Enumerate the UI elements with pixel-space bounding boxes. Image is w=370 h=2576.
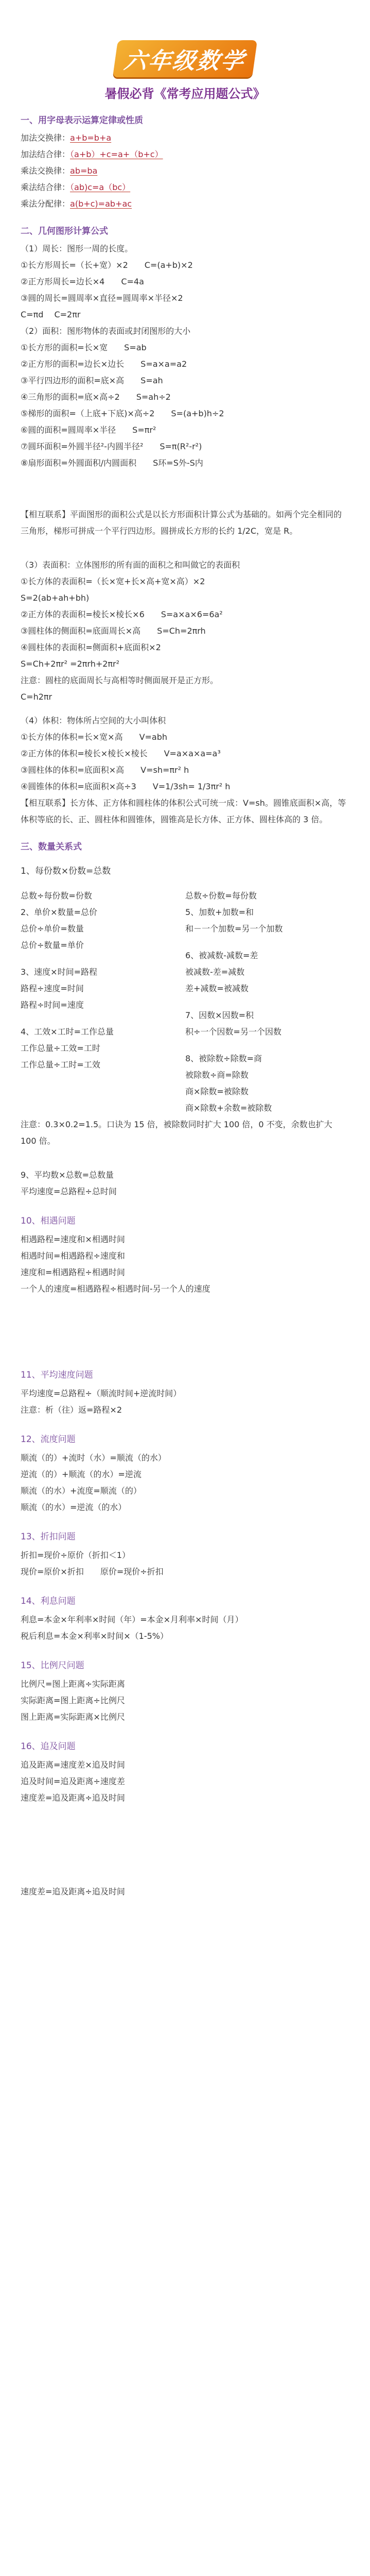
section-heading: 10、相遇问题	[21, 1216, 76, 1226]
section-heading: 一、用字母表示运算定律或性质	[21, 115, 143, 126]
formula-line	[185, 937, 340, 947]
formula-line: 速度差=追及距离÷追及时间	[21, 1793, 125, 1803]
formula-line: 和－一个加数=另一个加数	[185, 924, 283, 934]
formula-line	[185, 997, 340, 1007]
section-laws	[21, 113, 349, 212]
formula-line: C=h2πr	[21, 692, 52, 702]
formula-line: 利息=本金×年利率×时间（年）=本金×月利率×时间（月）	[21, 1615, 243, 1624]
formula-line: 7、因数×因数=积	[185, 1010, 254, 1020]
formula-line: 顺流（的水）=逆流（的水）	[21, 1502, 127, 1512]
formula-line: 3、速度×时间=路程	[21, 967, 97, 977]
formula-line: S=Ch+2πr² =2πrh+2πr²	[21, 659, 120, 669]
section-meeting	[21, 1213, 349, 1297]
relation-9b: 平均速度=总路程÷总时间	[21, 1187, 117, 1196]
connection-note: 【相互联系】长方体、正方体和圆柱体的体积公式可统一成：V=sh。圆锥底面积×高，等体积等底的长、正、圆柱体和圆锥体，圆锥高是长方体、正方体、圆柱体高的 3 倍。	[21, 798, 346, 824]
relation-1: 1、每份数×份数=总数	[21, 866, 111, 876]
formula-line	[21, 954, 185, 964]
formula-line: 一个人的速度=相遇路程÷相遇时间-另一个人的速度	[21, 1284, 210, 1294]
formula-line: 差+减数=被减数	[185, 984, 249, 993]
formula-line: 5、加数+加数=和	[185, 907, 254, 917]
section-heading: 三、数量关系式	[21, 842, 82, 852]
law-line	[21, 179, 349, 196]
formula-line: 比例尺=图上距离÷实际距离	[21, 1679, 125, 1689]
law-formula: a(b+c)=ab+ac	[70, 199, 132, 209]
formula-line: ⑤梯形的面积=（上底+下底)×高÷2 S=(a+b)h÷2	[21, 409, 224, 418]
law-line	[21, 130, 349, 146]
formula-line: ①长方形周长=（长+宽）×2 C=(a+b)×2	[21, 260, 193, 270]
formula-line: 路程÷速度=时间	[21, 984, 84, 993]
formula-line: 被减数-差=减数	[185, 967, 245, 977]
section-heading: 15、比例尺问题	[21, 1660, 84, 1671]
formula-line: 总数÷份数=每份数	[185, 891, 257, 901]
formula-line: ②正方体的表面积=棱长×棱长×6 S=a×a×6=6a²	[21, 609, 223, 619]
page-title: 暑假必背《常考应用题公式》	[104, 87, 266, 101]
formula-line: ①长方体的表面积=（长×宽+长×高+宽×高）×2	[21, 577, 205, 586]
law-line	[21, 196, 349, 212]
formula-line: S=2(ab+ah+bh)	[21, 593, 90, 603]
formula-line: ⑧扇形面积=外圆面积/内圆面积 S环=S外-S内	[21, 458, 203, 468]
formula-line: ③圆柱体的侧面积=底面周长×高 S=Ch=2πrh	[21, 626, 206, 636]
section-discount	[21, 1529, 349, 1580]
formula-line: 图上距离=实际距离×比例尺	[21, 1712, 125, 1722]
formula-line: ④圆柱体的表面积=侧面积+底面积×2	[21, 642, 161, 652]
formula-line: ③圆柱体的体积=底面积×高 V=sh=πr² h	[21, 765, 189, 775]
formula-line: 折扣=现价÷原价（折扣＜1）	[21, 1550, 130, 1560]
formula-line: 积÷一个因数=另一个因数	[185, 1027, 281, 1037]
formula-line: 总价÷数量=单价	[21, 940, 84, 950]
formula-line: ①长方体的体积=长×宽×高 V=abh	[21, 732, 168, 742]
section-heading: 16、追及问题	[21, 1741, 76, 1752]
subsection-perimeter: （1）周长：图形一周的长度。	[21, 244, 133, 253]
formula-line: 8、被除数÷除数=商	[185, 1054, 262, 1063]
subsection-volume: （4）体积：物体所占空间的大小叫体积	[21, 716, 166, 725]
formula-line: ②正方体的体积=棱长×棱长×棱长 V=a×a×a=a³	[21, 749, 221, 758]
law-label: 加法结合律：	[21, 149, 71, 159]
formula-line: 逆流（的）+顺流（的水）=逆流	[21, 1469, 142, 1479]
section-average-speed	[21, 1367, 349, 1418]
formula-line: 顺流（的）+流时（水）=顺流（的水）	[21, 1453, 166, 1463]
relations-grid	[21, 888, 349, 1116]
formula-line: ③平行四边形的面积=底×高 S=ah	[21, 376, 163, 385]
law-line	[21, 163, 349, 179]
formula-line: 顺流（的水）+流度=顺流（的）	[21, 1486, 142, 1496]
formula-line: 注意：圆柱的底面周长与高相等时侧面展开是正方形。	[21, 675, 219, 685]
section-flow	[21, 1432, 349, 1516]
law-formula: （a+b）+c=a+（b+c）	[70, 149, 163, 159]
brand-logo: 六年级数学	[21, 0, 349, 76]
section-heading: 二、几何图形计算公式	[21, 226, 108, 236]
formula-line: 相遇时间=相遇路程÷速度和	[21, 1251, 125, 1261]
formula-line: ④三角形的面积=底×高÷2 S=ah÷2	[21, 392, 171, 402]
section-scale	[21, 1658, 349, 1725]
law-line	[21, 146, 349, 163]
note: 注意：0.3×0.2=1.5。口诀为 15 倍，被除数同时扩大 100 倍，0 不变，余数也扩大 100 倍。	[21, 1120, 332, 1146]
formula-line	[21, 1013, 185, 1024]
formula-line: 现价=原价×折扣 原价=现价÷折扣	[21, 1567, 164, 1577]
formula-line: 追及距离=速度差×追及时间	[21, 1760, 125, 1770]
law-label: 加法交换律：	[21, 133, 71, 143]
law-label: 乘法分配律：	[21, 199, 71, 209]
formula-line: 实际距离=图上距离÷比例尺	[21, 1696, 125, 1705]
formula-line: C=πd C=2πr	[21, 310, 81, 319]
law-formula: （ab)c=a（bc）	[70, 182, 131, 192]
section-interest	[21, 1594, 349, 1645]
subsection-surface: （3）表面积：立体图形的所有面的面积之和叫做它的表面积	[21, 560, 240, 570]
formula-line: ④圆锥体的体积=底面积×高÷3 V=1/3sh= 1/3πr² h	[21, 782, 231, 791]
formula-line: 追及时间=追及距离÷速度差	[21, 1776, 125, 1786]
formula-line: 工作总量÷工时=工效	[21, 1060, 100, 1070]
formula-line	[185, 1040, 340, 1050]
law-formula: a+b=b+a	[70, 133, 112, 143]
section-heading: 14、利息问题	[21, 1596, 76, 1606]
formula-line: ②正方形的面积=边长×边长 S=a×a=a2	[21, 359, 187, 369]
section-chase	[21, 1739, 349, 1806]
connection-note: 【相互联系】平面图形的面积公式是以长方形面积计算公式为基础的。如两个完全相同的三角形，梯形可拼成一个平行四边形。圆拼成长方形的长约 1/2C，宽是 R。	[21, 510, 342, 536]
formula-line: 税后利息=本金×利率×时间×（1-5%）	[21, 1631, 168, 1641]
formula-line: 总数÷每份数=份数	[21, 891, 92, 901]
formula-line: 平均速度=总路程÷（顺流时间+逆流时间）	[21, 1388, 182, 1398]
section-heading: 12、流度问题	[21, 1434, 76, 1445]
formula-line: 总价÷单价=数量	[21, 924, 84, 934]
formula-line: 商×除数+余数=被除数	[185, 1103, 272, 1113]
formula-line: 速度和=相遇路程÷相遇时间	[21, 1267, 125, 1277]
relation-9: 9、平均数×总数=总数量	[21, 1170, 114, 1180]
formula-line: 商×除数=被除数	[185, 1087, 249, 1096]
section-heading: 13、折扣问题	[21, 1532, 76, 1542]
formula-line: 相遇路程=速度和×相遇时间	[21, 1234, 125, 1244]
formula-line: 4、工效×工时=工作总量	[21, 1027, 114, 1037]
formula-line: 路程÷时间=速度	[21, 1000, 84, 1010]
law-label: 乘法交换律：	[21, 166, 71, 176]
formula-line: 被除数÷商=除数	[185, 1070, 249, 1080]
formula-line: ⑦圆环面积=外圆半径²-内圆半径² S=π(R²-r²)	[21, 442, 202, 451]
section-geometry	[21, 224, 349, 828]
subsection-area: （2）面积：图形物体的表面或封闭图形的大小	[21, 326, 191, 336]
formula-line: ③圆的周长=圆周率×直径=圆周率×半径×2	[21, 293, 183, 303]
law-label: 乘法结合律：	[21, 182, 71, 192]
formula-line: 速度差=追及距离÷追及时间	[21, 1887, 125, 1896]
formula-line: 6、被减数-减数=差	[185, 951, 258, 960]
formula-line: ②正方形周长=边长×4 C=4a	[21, 277, 144, 286]
law-formula: ab=ba	[70, 166, 98, 176]
formula-line: ⑥圆的面积=圆周率×半径 S=πr²	[21, 425, 156, 435]
formula-line: 注意：析（往）返=路程×2	[21, 1405, 122, 1415]
section-heading: 11、平均速度问题	[21, 1370, 93, 1380]
formula-line: 工作总量÷工效=工时	[21, 1043, 100, 1053]
formula-line: 2、单价×数量=总价	[21, 907, 97, 917]
section-relations	[21, 839, 349, 1200]
formula-line: ①长方形的面积=长×宽 S=ab	[21, 343, 147, 352]
